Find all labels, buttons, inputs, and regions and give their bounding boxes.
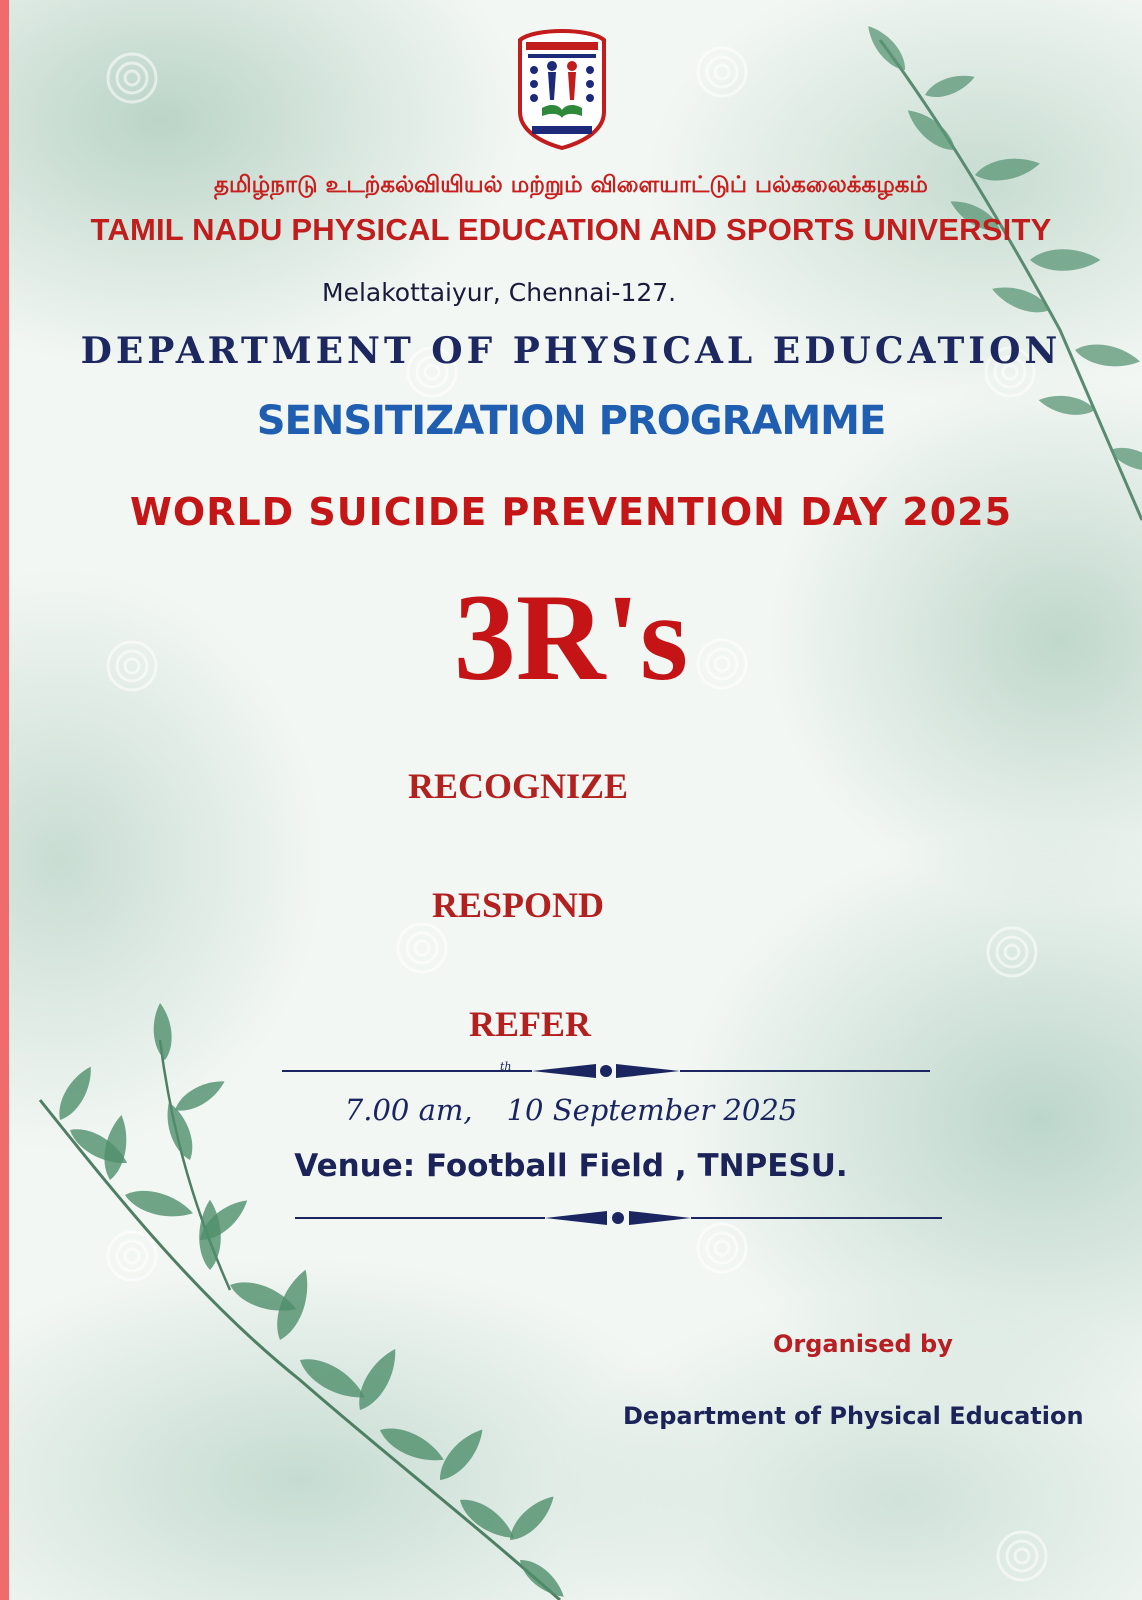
university-tamil-name: தமிழ்நாடு உடற்கல்வியியல் மற்றும் விளையாட்டுப் பல்கலைக்கழகம் [214,172,928,198]
date-ordinal-suffix: th [500,1060,512,1073]
event-time: 7.00 am, [344,1093,473,1127]
three-rs-title: 3R's [453,569,689,706]
department-heading: DEPARTMENT OF PHYSICAL EDUCATION [80,330,1062,372]
university-address: Melakottaiyur, Chennai-127. [322,278,677,307]
organiser-name: Department of Physical Education [623,1402,1084,1430]
event-date: 10 September 2025 [506,1093,798,1127]
event-title: WORLD SUICIDE PREVENTION DAY 2025 [129,490,1013,534]
programme-heading: SENSITIZATION PROGRAMME [256,398,886,444]
university-english-name: TAMIL NADU PHYSICAL EDUCATION AND SPORTS UNIVERSITY [90,212,1052,247]
word-recognize: RECOGNIZE [408,766,629,806]
word-refer: REFER [469,1004,592,1044]
organised-by-label: Organised by [773,1330,953,1358]
event-venue: Venue: Football Field , TNPESU. [294,1148,848,1184]
word-respond: RESPOND [432,885,605,925]
